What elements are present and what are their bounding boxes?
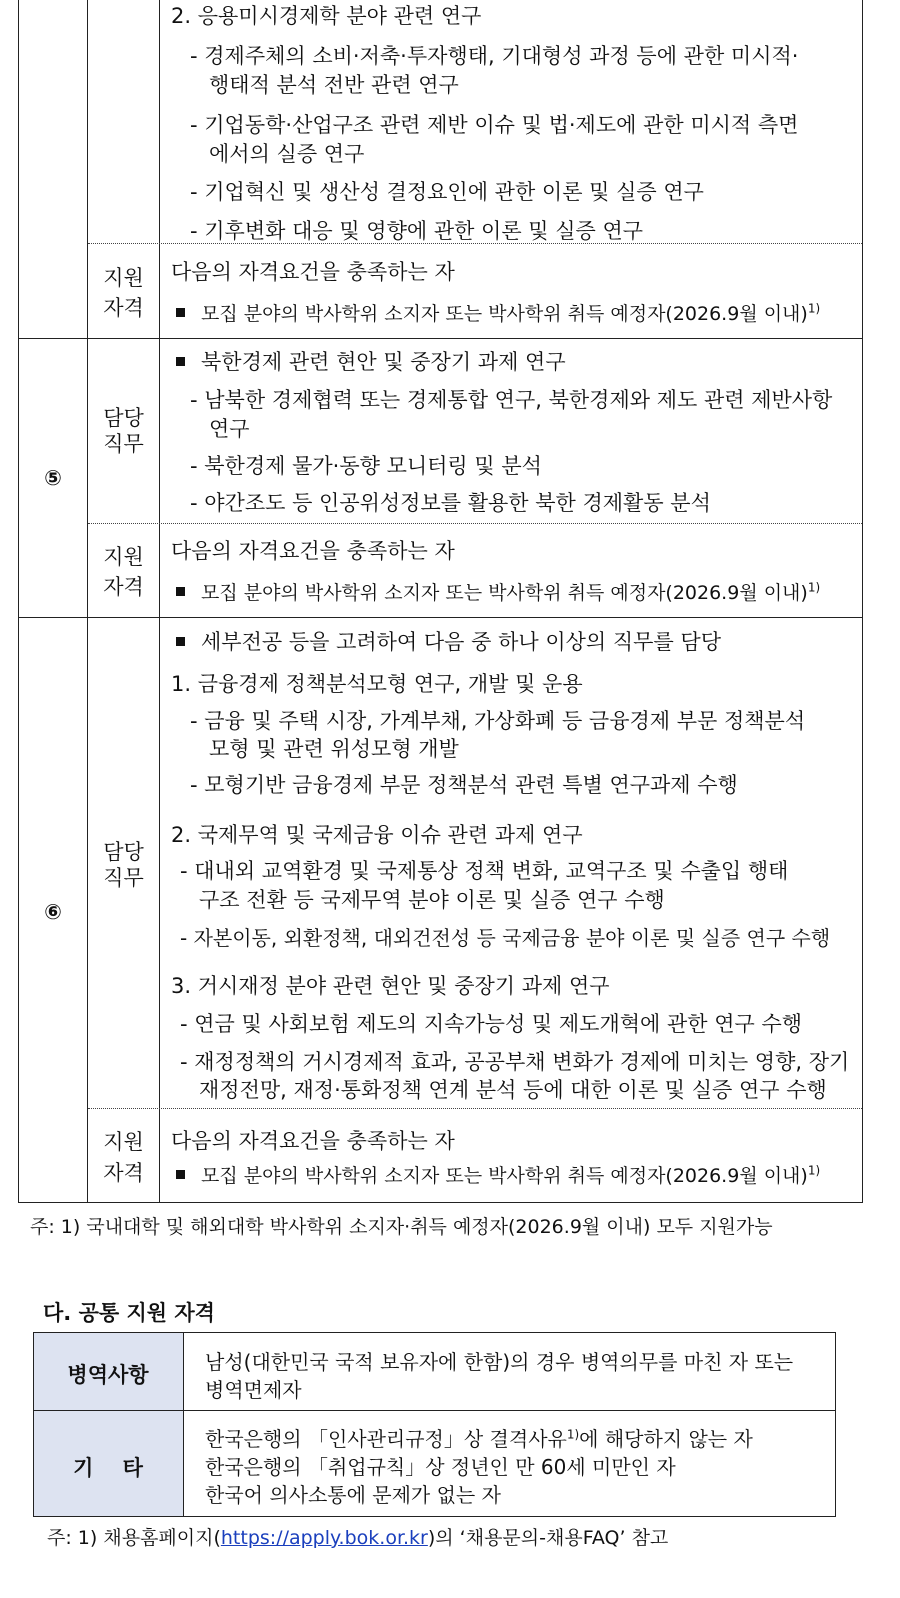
bullet-square-icon bbox=[176, 1170, 185, 1179]
bullet-square-icon bbox=[176, 308, 185, 317]
bullet-square-icon bbox=[176, 587, 185, 596]
subsection-heading: 3. 거시재정 분야 관련 현안 및 중장기 과제 연구 bbox=[171, 974, 610, 998]
table-border-right bbox=[835, 1332, 836, 1517]
list-item: 재정전망, 재정·통화정책 연계 분석 등에 대한 이론 및 실증 연구 수행 bbox=[199, 1078, 827, 1102]
label-duty: 담당 bbox=[103, 840, 144, 864]
label-qualification: 지원 bbox=[103, 1130, 144, 1154]
list-item: - 금융 및 주택 시장, 가계부채, 가상화폐 등 금융경제 부문 정책분석 bbox=[190, 709, 806, 733]
qualification-item: 모집 분야의 박사학위 소지자 또는 박사학위 취득 예정자(2026.9월 이내)$^{1)}$ bbox=[176, 578, 820, 605]
list-item: - 기후변화 대응 및 영향에 관한 이론 및 실증 연구 bbox=[190, 219, 644, 243]
other-text: 한국은행의 「취업규칙」상 정년인 만 60세 미만인 자 bbox=[205, 1455, 676, 1479]
label-duty: 직무 bbox=[103, 432, 144, 456]
list-item: - 재정정책의 거시경제적 효과, 공공부채 변화가 경제에 미치는 영향, 장기 bbox=[180, 1050, 850, 1074]
list-item: - 경제주체의 소비·저축·투자행태, 기대형성 과정 등에 관한 미시적· bbox=[190, 44, 799, 68]
label-qualification: 지원 bbox=[103, 266, 144, 290]
other-text: 한국은행의 「인사관리규정」상 결격사유$^{1)}$에 해당하지 않는 자 bbox=[205, 1427, 753, 1451]
list-item: - 기업동학·산업구조 관련 제반 이슈 및 법·제도에 관한 미시적 측면 bbox=[190, 113, 799, 137]
duty-head: 북한경제 관련 현안 및 중장기 과제 연구 bbox=[176, 346, 566, 376]
list-item: - 기업혁신 및 생산성 결정요인에 관한 이론 및 실증 연구 bbox=[190, 180, 704, 204]
table-bottom-border bbox=[18, 1202, 863, 1203]
recruit-homepage-link[interactable]: https://apply.bok.or.kr bbox=[220, 1527, 428, 1549]
section-heading: 2. 응용미시경제학 분야 관련 연구 bbox=[171, 4, 482, 28]
list-item: 에서의 실증 연구 bbox=[209, 142, 365, 166]
table-subrow-divider bbox=[88, 523, 862, 524]
qualification-item: 모집 분야의 박사학위 소지자 또는 박사학위 취득 예정자(2026.9월 이내)$^{1)}$ bbox=[176, 1161, 820, 1188]
table-row-divider bbox=[18, 617, 863, 618]
footnote: 주: 1) 채용홈페이지(https://apply.bok.or.kr)의 ‘채용문의-채용FAQ’ 참고 bbox=[47, 1527, 669, 1549]
qualification-intro: 다음의 자격요건을 충족하는 자 bbox=[171, 539, 455, 563]
subsection-heading: 2. 국제무역 및 국제금융 이슈 관련 과제 연구 bbox=[171, 823, 583, 847]
table-col-divider bbox=[183, 1332, 184, 1517]
label-qualification: 자격 bbox=[103, 296, 144, 320]
list-item: - 야간조도 등 인공위성정보를 활용한 북한 경제활동 분석 bbox=[190, 491, 711, 515]
military-text: 병역면제자 bbox=[205, 1378, 302, 1402]
footnote: 주: 1) 국내대학 및 해외대학 박사학위 소지자·취득 예정자(2026.9월 이내) 모두 지원가능 bbox=[30, 1216, 773, 1238]
list-item: - 모형기반 금융경제 부문 정책분석 관련 특별 연구과제 수행 bbox=[190, 773, 738, 797]
table-row-divider bbox=[33, 1410, 836, 1411]
table-row-divider bbox=[18, 338, 863, 339]
table-border-top bbox=[33, 1332, 836, 1333]
list-item: - 대내외 교역환경 및 국제통상 정책 변화, 교역구조 및 수출입 행태 bbox=[180, 859, 789, 883]
section-title: 다. 공통 지원 자격 bbox=[43, 1301, 215, 1325]
list-item: 구조 전환 등 국제무역 분야 이론 및 실증 연구 수행 bbox=[199, 888, 665, 912]
label-duty: 직무 bbox=[103, 866, 144, 890]
qualification-item: 모집 분야의 박사학위 소지자 또는 박사학위 취득 예정자(2026.9월 이내)$^{1)}$ bbox=[176, 299, 820, 326]
row-number: ⑥ bbox=[44, 900, 62, 924]
qualification-intro: 다음의 자격요건을 충족하는 자 bbox=[171, 260, 455, 284]
table-col-divider-1 bbox=[87, 0, 88, 1203]
list-item: 연구 bbox=[209, 417, 250, 441]
list-item: 모형 및 관련 위성모형 개발 bbox=[209, 737, 459, 761]
table-border-left bbox=[18, 0, 19, 1203]
table-bottom-border bbox=[33, 1516, 836, 1517]
duty-head: 세부전공 등을 고려하여 다음 중 하나 이상의 직무를 담당 bbox=[176, 626, 721, 656]
label-qualification: 자격 bbox=[103, 1161, 144, 1185]
military-text: 남성(대한민국 국적 보유자에 한함)의 경우 병역의무를 마친 자 또는 bbox=[205, 1350, 794, 1374]
subsection-heading: 1. 금융경제 정책분석모형 연구, 개발 및 운용 bbox=[171, 672, 583, 696]
label-qualification: 자격 bbox=[103, 575, 144, 599]
bullet-square-icon bbox=[176, 637, 185, 646]
label-military: 병역사항 bbox=[67, 1363, 149, 1387]
list-item: - 연금 및 사회보험 제도의 지속가능성 및 제도개혁에 관한 연구 수행 bbox=[180, 1012, 803, 1036]
list-item: - 남북한 경제협력 또는 경제통합 연구, 북한경제와 제도 관련 제반사항 bbox=[190, 388, 833, 412]
label-qualification: 지원 bbox=[103, 545, 144, 569]
table-border-right bbox=[862, 0, 863, 1203]
table-col-divider-2 bbox=[159, 0, 160, 1203]
bullet-square-icon bbox=[176, 357, 185, 366]
qualification-intro: 다음의 자격요건을 충족하는 자 bbox=[171, 1129, 455, 1153]
label-other: 기 타 bbox=[73, 1456, 143, 1480]
label-duty: 담당 bbox=[103, 406, 144, 430]
list-item: - 자본이동, 외환정책, 대외건전성 등 국제금융 분야 이론 및 실증 연구 수행 bbox=[180, 926, 831, 950]
table-subrow-divider bbox=[88, 1108, 862, 1109]
list-item: 행태적 분석 전반 관련 연구 bbox=[209, 73, 459, 97]
row-number: ⑤ bbox=[44, 466, 62, 490]
list-item: - 북한경제 물가·동향 모니터링 및 분석 bbox=[190, 454, 542, 478]
other-text: 한국어 의사소통에 문제가 없는 자 bbox=[205, 1483, 501, 1507]
